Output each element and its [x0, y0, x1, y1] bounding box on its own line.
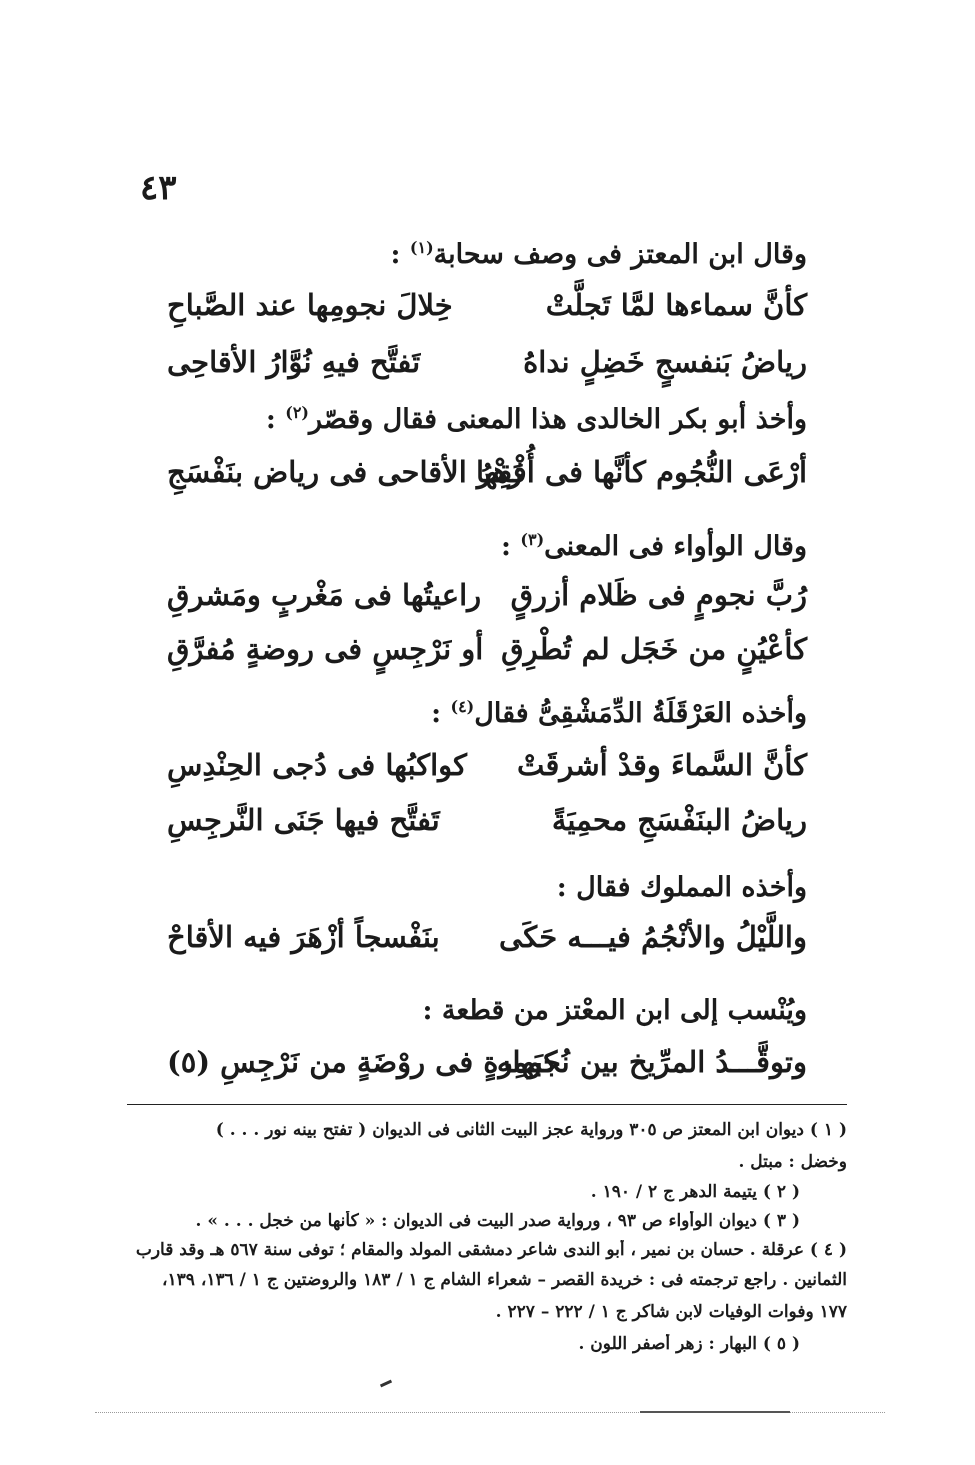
verse-second-hemistich: كواكبُها فى دُجى الحِنْدِسِ: [167, 748, 467, 782]
verse: [167, 748, 807, 800]
intro-text: وأخذه العَرْقَلَةُ الدِّمَشْقِىُّ فقال: [474, 698, 807, 729]
verse: [167, 345, 807, 397]
verse-first-hemistich: وتوقَّـــدُ المرِّيخ بين نُجومِه: [496, 1045, 807, 1079]
intro-text: وأخذ أبو بكر الخالدى هذا المعنى فقال وقصّر: [309, 404, 807, 435]
verse: [167, 803, 807, 855]
intro-colon: :: [501, 531, 521, 562]
footnote: ( ٣ ) ديوان الوأواء ص ٩٣ ، ورواية صدر البيت فى الديوان : « كأنها من خجل . . . » .: [195, 1211, 800, 1231]
intro-colon: :: [422, 995, 442, 1026]
verse-second-hemistich: زَهْرُ الأقاحى فى رياض بنَفْسَجِ: [167, 455, 523, 489]
verse: [167, 288, 807, 340]
verse-second-hemistich: خِلالَ نجومِها عند الصَّباحِ: [167, 288, 453, 322]
intro-colon: :: [265, 404, 286, 435]
verse-first-hemistich: كأعْيُنٍ من خَجَل لم تُطْرِقِ: [501, 632, 807, 666]
footnote-ref: (١): [409, 238, 434, 257]
verse-first-hemistich: رُبَّ نجومٍ فى ظَلام أزرقٍ: [510, 578, 807, 612]
verse: [167, 632, 807, 684]
footnote: ( ٥ ) البهار : زهر أصفر اللون .: [578, 1334, 800, 1354]
intro-text: وقال ابن المعتز فى وصف سحابة: [433, 239, 807, 270]
footnote: ( ٢ ) يتيمة الدهر ج ٢ / ١٩٠ .: [590, 1182, 800, 1202]
verse-first-hemistich: كأنَّ السَّماءَ وقدْ أشرقَتْ: [516, 748, 807, 782]
verse-first-hemistich: كأنَّ سماءها لمَّا تَجلَّتْ: [545, 288, 807, 322]
footnote-divider: [127, 1104, 847, 1105]
scan-edge-mark: [640, 1411, 790, 1413]
scan-mark: [380, 1380, 392, 1388]
section-intro: [266, 403, 807, 435]
footnote-ref: (٢): [285, 403, 309, 422]
section-intro: [391, 238, 807, 270]
verse-second-hemistich: تَفتَّح فيهِ نُوَّارُ الأقاحِى: [167, 345, 421, 379]
footnote: ( ١ ) ديوان ابن المعتز ص ٣٠٥ ورواية عجز البيت الثانى فى الديوان ( تفتح بينه نور . . . ): [215, 1120, 847, 1140]
footnote: ١٧٧ وفوات الوفيات لابن شاكر ج ١ / ٢٢٢ – ٢٢٧ .: [495, 1302, 847, 1322]
section-intro: [501, 530, 807, 562]
footnote-ref: (٤): [450, 697, 475, 716]
section-intro: [423, 995, 807, 1026]
verse-second-hemistich: بنَفْسجاً أزْهَرَ فيه الأقاحْ: [167, 920, 440, 954]
verse: [167, 1045, 807, 1097]
intro-text: ويُنْسب إلى ابن المعْتز من قطعة: [441, 995, 807, 1026]
verse-second-hemistich: أو نَرْجِسٍ فى روضةٍ مُفرَّقِ: [167, 632, 484, 666]
footnote-ref: (٣): [520, 530, 545, 549]
intro-text: وأخذه المملوك فقال: [576, 872, 807, 903]
intro-text: وقال الوأواء فى المعنى: [544, 531, 807, 562]
intro-colon: :: [556, 872, 577, 903]
verse-second-hemistich: راعيتُها فى مَغْربٍ ومَشرقِ: [167, 578, 482, 612]
verse-first-hemistich: أرْعَى النُّجُوم كأنَّها فى أُفْقِها: [476, 455, 807, 489]
verse-second-hemistich: كبَهارةٍ فى روْضَةٍ من نَرْجِسِ (٥): [167, 1045, 558, 1079]
verse-first-hemistich: واللَّيْلُ والأنْجُمُ فيـــه حَكَى: [499, 920, 807, 954]
page-number: ٤٣: [140, 168, 177, 208]
verse-first-hemistich: رياضُ البنَفْسَجِ محمِيَةً: [551, 803, 807, 837]
verse-first-hemistich: رياضُ بَنفسجٍ خَضِلٍ نداهُ: [523, 345, 807, 379]
section-intro: [431, 697, 807, 729]
footnote: الثمانين . راجع ترجمته فى : خريدة القصر – شعراء الشام ج ١ / ١٨٣ والروضتين ج ١ / ١٣٦، ١٣٩،: [162, 1270, 847, 1290]
verse: [167, 920, 807, 972]
section-intro: [557, 872, 807, 903]
footnote: ( ٤ ) عرقلة . حسان بن نمير ، أبو الندى شاعر دمشقى المولد والمقام ؛ توفى سنة ٥٦٧ هـ وقد قارب: [135, 1240, 847, 1260]
verse-second-hemistich: تَفتَّح فيها جَنَى النَّرجِسِ: [167, 803, 440, 837]
verse: [167, 455, 807, 507]
intro-colon: :: [431, 698, 451, 729]
intro-colon: :: [390, 239, 410, 270]
verse: [167, 578, 807, 630]
footnote: وخضل : مبتل .: [738, 1152, 847, 1172]
